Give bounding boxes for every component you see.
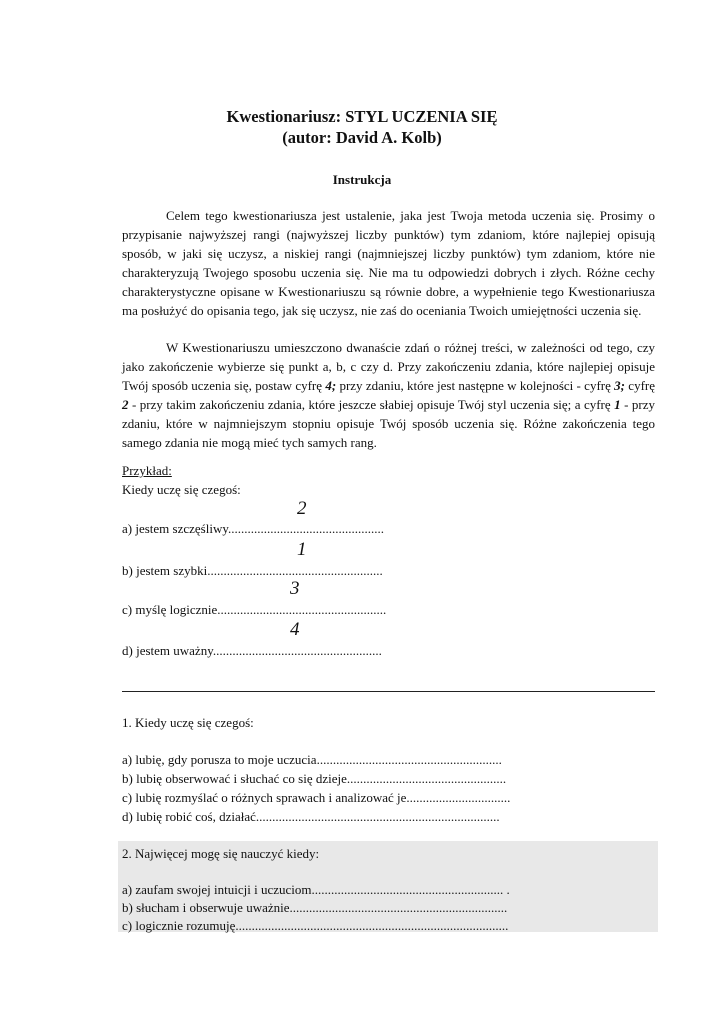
question-1-option-b: b) lubię obserwować i słuchać co się dzieje................................................. — [122, 771, 507, 786]
instructions-text: - przy zdaniu, które w najmniejszym stopniu opisuje Twój sposób uczenia się. Różne zakończenia tego samego zdania nie mogą mieć tych samych rang. — [122, 397, 655, 451]
example-rank: 1 — [297, 539, 307, 560]
instructions-text: - przy takim zakończeniu zdania, które jeszcze słabiej opisuje Twój styl uczenia się; a cyfrę — [128, 397, 615, 413]
instructions-text: W Kwestionariuszu umieszczono dwanaście zdań o różnej treści, w zależności od tego, czy jako zakończenie wybierze się punkt a, b, c czy d. Przy zakończeniu zdania, które najlepiej opisuje Twój sposób uczenia się, postaw cyfrę — [122, 340, 655, 394]
rank-number: 2 — [122, 397, 129, 413]
question-2-option-b: b) słucham i obserwuje uważnie................................................................... — [122, 900, 508, 915]
section-divider — [122, 691, 655, 692]
instructions-paragraph-2 — [122, 338, 655, 453]
example-rank: 2 — [297, 498, 307, 519]
document-title: Kwestionariusz: STYL UCZENIA SIĘ — [226, 107, 498, 126]
rank-number: 1 — [614, 397, 621, 413]
example-option: a) jestem szczęśliwy................................................ — [122, 521, 384, 536]
example-option: b) jestem szybki...................................................... — [122, 563, 383, 578]
rank-number: 3; — [614, 378, 626, 394]
question-1-option-a: a) lubię, gdy porusza to moje uczucia......................................................... — [122, 752, 502, 767]
example-rank: 3 — [290, 578, 300, 599]
instructions-paragraph-1: Celem tego kwestionariusza jest ustalenie, jaka jest Twoja metoda uczenia się. Prosimy o przypisanie najwyższej rangi (najwyższej liczby punktów) tym zdaniom, które najlepiej opisują sposób, w jaki się uczysz, a niskiej rangi (najmniejszej liczby punktów) tym zdaniom, które nie charakteryzują Twojego sposobu uczenia się. Nie ma tu odpowiedzi dobrych i złych. Różne cechy charakterystyczne opisane w Kwestionariuszu są równie dobre, a wypełnienie tego Kwestionariusza ma posłużyć do opisania tego, jak się uczysz, nie zaś do oceniania Twoich umiejętności uczenia się. — [122, 208, 655, 319]
document-author: (autor: David A. Kolb) — [282, 128, 442, 147]
question-2-stem: 2. Najwięcej mogę się nauczyć kiedy: — [122, 846, 320, 861]
question-2-option-c: c) logicznie rozumuję.................................................................................... — [122, 918, 509, 933]
section-heading-instructions: Instrukcja — [332, 172, 392, 187]
example-rank: 4 — [290, 619, 300, 640]
example-label: Przykład: — [122, 463, 172, 478]
instructions-text: przy zdaniu, które jest następne w kolejności - cyfrę — [336, 378, 615, 394]
question-1-option-c: c) lubię rozmyślać o różnych sprawach i analizować je................................ — [122, 790, 511, 805]
example-option: c) myślę logicznie.................................................... — [122, 602, 387, 617]
question-2-option-a: a) zaufam swojej intuicji i uczuciom........................................................... . — [122, 882, 510, 897]
example-stem: Kiedy uczę się czegoś: — [122, 482, 241, 497]
question-1-option-d: d) lubię robić coś, działać........................................................................... — [122, 809, 500, 824]
instructions-text: cyfrę — [625, 378, 656, 394]
rank-number: 4; — [325, 378, 337, 394]
question-1-stem: 1. Kiedy uczę się czegoś: — [122, 715, 254, 730]
example-option: d) jestem uważny.................................................... — [122, 643, 382, 658]
